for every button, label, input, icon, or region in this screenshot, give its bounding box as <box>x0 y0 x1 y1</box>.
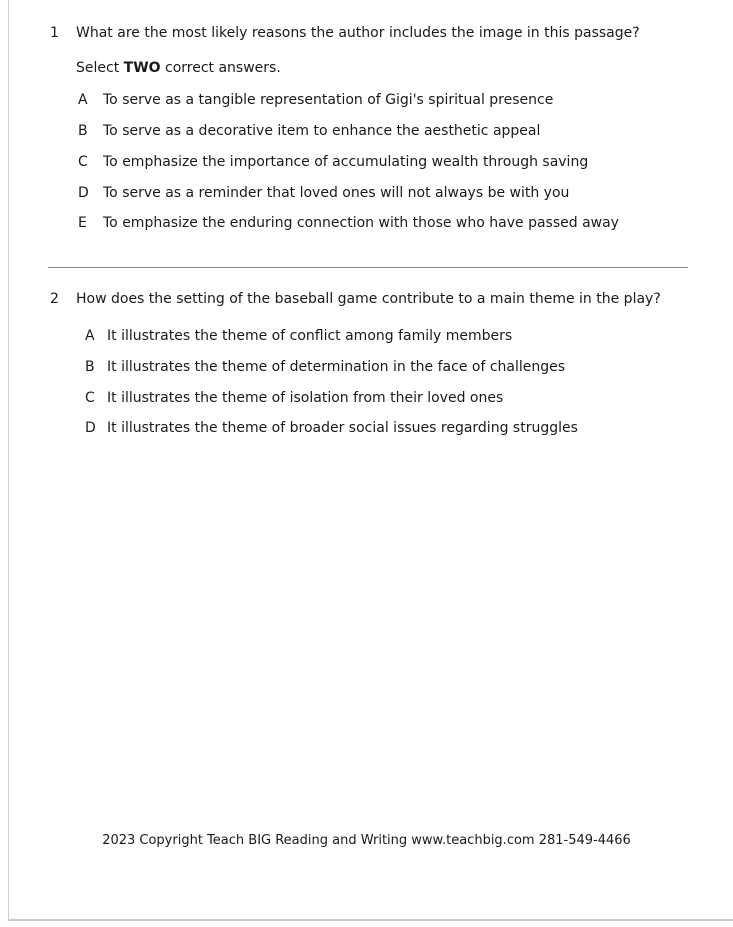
outside-page-background <box>0 921 733 927</box>
question-2-option-c <box>85 390 503 407</box>
question-1-option-e <box>78 215 619 232</box>
option-letter: E <box>78 215 87 231</box>
page-left-edge <box>8 0 9 919</box>
question-1-prompt: What are the most likely reasons the author includes the image in this passage? <box>76 25 640 41</box>
question-2-option-d <box>85 420 578 437</box>
option-text: To emphasize the importance of accumulating wealth through saving <box>103 154 589 170</box>
option-text: To serve as a decorative item to enhance the aesthetic appeal <box>103 123 541 139</box>
question-2-number: 2 <box>50 291 59 307</box>
instruction-prefix: Select <box>76 60 124 76</box>
question-1-number: 1 <box>50 25 59 41</box>
question-2-prompt: How does the setting of the baseball game contribute to a main theme in the play? <box>76 291 661 307</box>
instruction-suffix: correct answers. <box>160 60 281 76</box>
option-text: It illustrates the theme of determination in the face of challenges <box>107 359 566 375</box>
option-letter: B <box>78 123 88 139</box>
option-text: To serve as a tangible representation of Gigi's spiritual presence <box>103 92 554 108</box>
option-letter: D <box>78 185 89 201</box>
question-1-option-b <box>78 123 540 140</box>
option-letter: B <box>85 359 95 375</box>
option-text: It illustrates the theme of isolation from their loved ones <box>107 390 504 406</box>
option-text: It illustrates the theme of conflict among family members <box>107 328 513 344</box>
question-1-option-a <box>78 92 553 109</box>
question-2 <box>50 291 661 308</box>
question-2-option-a <box>85 328 512 345</box>
option-letter: C <box>85 390 95 406</box>
option-letter: C <box>78 154 88 170</box>
question-1-instruction <box>76 60 281 77</box>
question-1-option-d <box>78 185 569 202</box>
copyright-footer: 2023 Copyright Teach BIG Reading and Writing www.teachbig.com 281-549-4466 <box>102 833 631 848</box>
option-text: It illustrates the theme of broader social issues regarding struggles <box>107 420 578 436</box>
question-1 <box>50 25 640 42</box>
question-2-option-b <box>85 359 565 376</box>
option-letter: A <box>85 328 95 344</box>
option-text: To emphasize the enduring connection with those who have passed away <box>103 215 619 231</box>
option-text: To serve as a reminder that loved ones will not always be with you <box>103 185 570 201</box>
option-letter: A <box>78 92 88 108</box>
question-1-option-c <box>78 154 588 171</box>
question-divider <box>48 267 688 268</box>
option-letter: D <box>85 420 96 436</box>
instruction-bold: TWO <box>123 60 161 76</box>
